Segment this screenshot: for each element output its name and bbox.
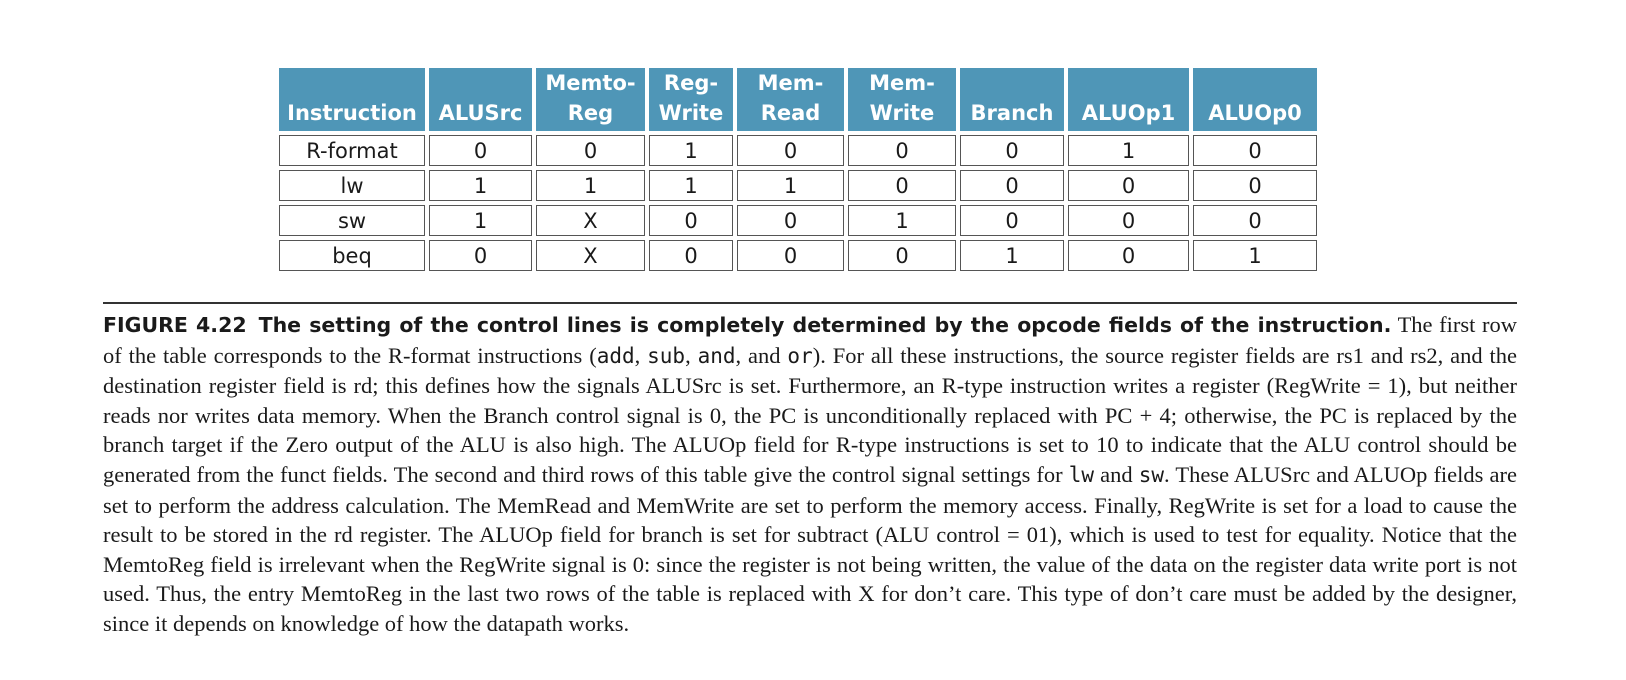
header-aluop0 [1193, 68, 1317, 131]
table-cell: 0 [1068, 170, 1189, 201]
table-cell: 1 [737, 170, 844, 201]
figure-label: FIGURE 4.22 [103, 313, 247, 337]
control-signal-table [275, 64, 1321, 275]
header-line-2: ALUOp0 [1208, 101, 1302, 125]
header-line-1: Mem- [757, 71, 824, 95]
code-sw: sw [1138, 462, 1165, 487]
table-cell: 0 [848, 135, 956, 166]
table-cell: X [536, 240, 645, 271]
header-line-2: Write [869, 101, 935, 125]
table-cell: 0 [848, 240, 956, 271]
figure-caption [103, 310, 1517, 639]
header-memread [737, 68, 844, 131]
table-cell: 0 [960, 135, 1064, 166]
code-add: add [596, 343, 635, 368]
caption-divider [103, 302, 1517, 304]
table-cell: 0 [737, 205, 844, 236]
caption-text: The first row of the table corresponds to the R-format instructions ( [103, 312, 1518, 368]
caption-text: , and [735, 342, 788, 368]
caption-text: ). For all these instructions, the source register fields are rs1 and rs2, and the destination register field is rd; this defines how the signals ALUSrc is set. Furthermore, an R-type instruction writes a register (RegWrite = 1), but neither reads nor writes data memory. When the Branch control signal is 0, the PC is unconditionally replaced with PC + 4; otherwise, the PC is replaced by the branch target if the Zero output of the ALU is also high. The ALUOp field for R-type instructions is set to 10 to indicate that the ALU control should be generated from the funct fields. The second and third rows of this table give the control signal settings for [103, 342, 1517, 487]
table-cell: 0 [429, 240, 532, 271]
header-line-2: Read [760, 101, 821, 125]
table-cell: 0 [737, 135, 844, 166]
header-memwrite [848, 68, 956, 131]
header-aluop1 [1068, 68, 1189, 131]
header-memtoreg [536, 68, 645, 131]
table-cell: beq [279, 240, 425, 271]
header-line-2: Write [658, 101, 724, 125]
header-line-1: Reg- [663, 71, 719, 95]
table-row [279, 240, 1317, 271]
code-or: or [787, 343, 813, 368]
caption-text: and [1094, 461, 1139, 487]
header-branch [960, 68, 1064, 131]
table-cell: 0 [429, 135, 532, 166]
table-cell: 1 [1068, 135, 1189, 166]
header-alusrc [429, 68, 532, 131]
table-cell: 0 [960, 205, 1064, 236]
header-line-2: ALUOp1 [1081, 101, 1176, 125]
table-cell: 1 [429, 170, 532, 201]
table-cell: 0 [848, 170, 956, 201]
header-line-2: ALUSrc [438, 101, 523, 125]
table-row [279, 170, 1317, 201]
table-cell: 1 [429, 205, 532, 236]
table-row [279, 205, 1317, 236]
header-instruction [279, 68, 425, 131]
table-cell: 0 [536, 135, 645, 166]
caption-text: , [634, 342, 648, 368]
table-header-row [279, 68, 1317, 131]
caption-text: . These ALUSrc and ALUOp fields are set to perform the address calculation. The MemRead and MemWrite are set to perform the memory access. Finally, RegWrite is set for a load to cause the result to be stored in the rd register. The ALUOp field for branch is set for subtract (ALU control = 01), which is used to test for equality. Notice that the MemtoReg field is irrelevant when the RegWrite signal is 0: since the register is not being written, the value of the data on the register data write port is not used. Thus, the entry MemtoReg in the last two rows of the table is replaced with X for don’t care. This type of don’t care must be added by the designer, since it depends on knowledge of how the datapath works. [103, 461, 1517, 636]
figure-title: The setting of the control lines is completely determined by the opcode fields of the instruction. [258, 313, 1392, 337]
table-cell: 1 [649, 170, 733, 201]
table-cell: 1 [536, 170, 645, 201]
table-cell: 0 [649, 205, 733, 236]
table-cell: 0 [649, 240, 733, 271]
table-cell: X [536, 205, 645, 236]
table-cell: 1 [649, 135, 733, 166]
header-line-1: Memto- [545, 71, 636, 95]
caption-text: , [685, 342, 698, 368]
table-cell: 1 [960, 240, 1064, 271]
code-lw: lw [1068, 462, 1095, 487]
header-line-2: Branch [970, 101, 1054, 125]
table-cell: 0 [960, 170, 1064, 201]
table-cell: 0 [1193, 135, 1317, 166]
table-cell: 0 [737, 240, 844, 271]
table-cell: 1 [848, 205, 956, 236]
header-line-2: Instruction [287, 101, 417, 125]
table-cell: 0 [1068, 205, 1189, 236]
table-cell: 0 [1193, 170, 1317, 201]
table-cell: 1 [1193, 240, 1317, 271]
header-regwrite [649, 68, 733, 131]
table-cell: 0 [1193, 205, 1317, 236]
header-line-1: Mem- [869, 71, 935, 95]
table-cell: 0 [1068, 240, 1189, 271]
header-line-2: Reg [567, 101, 614, 125]
table-cell: sw [279, 205, 425, 236]
table-cell: lw [279, 170, 425, 201]
table-row [279, 135, 1317, 166]
code-and: and [697, 343, 736, 368]
table-cell: R-format [279, 135, 425, 166]
code-sub: sub [647, 343, 686, 368]
